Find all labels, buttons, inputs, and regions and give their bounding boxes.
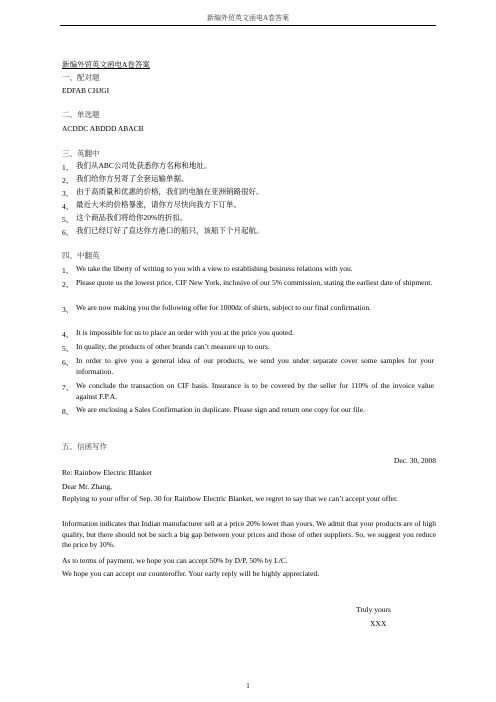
section-2-answer: ACDDC ABDDD ABACB [62,124,144,133]
list-item-number: 8、 [62,407,74,416]
list-item: It is impossible for us to place an order with you at the price you quoted. [76,328,294,337]
section-1-answer: EDFAB CHJGI [62,86,110,95]
list-item: 最近大米的价格暴涨，请你方尽快向我方下订单。 [76,200,241,209]
list-item-number: 5、 [62,215,74,224]
letter-signature: XXX [370,619,387,628]
letter-paragraph: Replying to your offer of Sep. 30 for Rainbow Electric Blanket, we regret to say that we can’t accept your offer. [62,494,398,503]
list-item-number: 5、 [62,344,74,353]
page-number: 1 [246,682,250,690]
list-item: 由于高质量和优惠的价格，我们的电脑在亚洲销路很好。 [76,187,264,196]
list-item: We conclude the transaction on CIF basis. Insurance is to be covered by the seller for 110% of the invoice value against F.P.A. [76,381,434,401]
list-item-number: 6、 [62,228,74,237]
section-1-heading: 一、配对题 [62,73,100,82]
list-item: 我们从ABC公司处获悉你方名称和地址。 [76,161,212,170]
section-2-heading: 二、单选题 [62,110,100,119]
section-3-heading: 三、英翻中 [62,149,100,158]
header-divider [60,25,436,26]
letter-subject: Re: Rainbow Electric Blanket [62,468,152,477]
document-title: 新编外贸英文函电A卷答案 [62,60,150,69]
list-item-number: 1、 [62,163,74,172]
list-item: We are enclosing a Sales Confirmation in duplicate. Please sign and return one copy for our file. [76,405,365,414]
list-item-number: 6、 [62,358,74,367]
list-item: Please quote us the lowest price, CIF New York, inclusive of our 5% commission, stating the earliest date of shipment. [76,278,433,287]
letter-paragraph: We hope you can accept our counteroffer. Your early reply will be highly appreciated. [62,569,320,578]
list-item-number: 4、 [62,202,74,211]
list-item-number: 1、 [62,266,74,275]
list-item: We are now making you the following offer for 1000dz of shirts, subject to our final confirmation. [76,303,372,312]
page-header: 新编外贸英文函电A卷答案 [206,14,290,22]
list-item: In order to give you a general idea of our products, we send you under separate cover some samples for your information. [76,356,434,376]
list-item-number: 3、 [62,305,74,314]
list-item: 我们给你方另寄了全套运输单据。 [76,174,189,183]
list-item-number: 7、 [62,383,74,392]
letter-date: Dec. 30, 2008 [393,456,436,465]
list-item: We take the liberty of writing to you with a view to establishing business relations with you. [76,264,353,273]
letter-closing: Truly yours [356,605,391,614]
list-item-number: 2、 [62,176,74,185]
letter-paragraph: Information indicates that Indian manufacturer sell at a price 20% lower than yours. We admit that your products are of high quality, but there should not be such a big gap between your prices and those of other suppliers. So, we suggest you reduce the price by 10%. [62,519,436,549]
section-4-heading: 四、中翻英 [62,251,100,260]
list-item-number: 3、 [62,189,74,198]
list-item-number: 4、 [62,330,74,339]
letter-salutation: Dear Mr. Zhang, [62,482,112,491]
list-item: 我们已经订好了直达你方港口的船只，该船下个月起航。 [76,226,264,235]
section-5-heading: 五、信函写作 [62,442,107,451]
letter-paragraph: As to terms of payment, we hope you can accept 50% by D/P, 50% by L/C. [62,556,288,565]
list-item: In quality, the products of other brands can’t measure up to ours. [76,342,270,351]
list-item: 这个商品我们将给你20%的折扣。 [76,213,188,222]
list-item-number: 2、 [62,280,74,289]
